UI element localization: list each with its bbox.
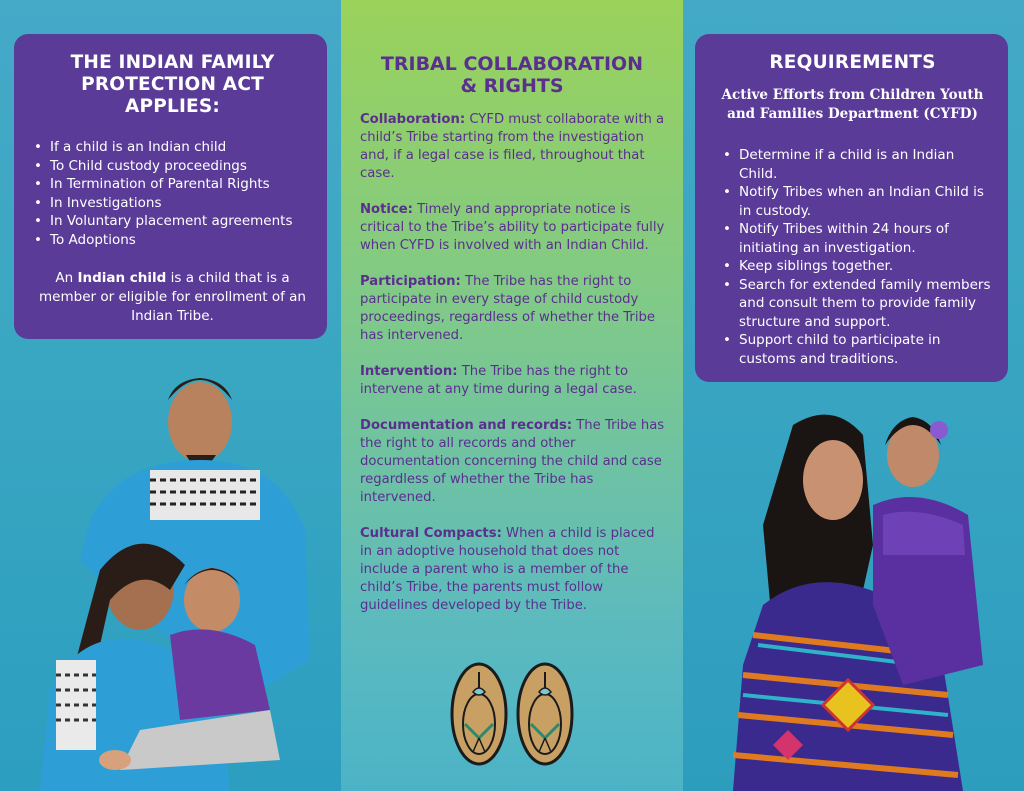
icwa-applies-box [14,34,327,339]
list-item: • Keep siblings together. [721,257,994,276]
cultural-compacts-section [360,525,666,615]
list-item: • Notify Tribes when an Indian Child is in custody. [721,183,994,220]
definition-term: Indian child [77,270,167,286]
list-item: • If a child is an Indian child [32,138,313,157]
right-panel [683,0,1024,791]
section-text: The Tribe has the right to participate in every stage of child custody proceedings, regardless of whether the Tribe has intervened. [360,274,655,343]
requirements-box [695,34,1008,382]
collaboration-section [360,111,666,183]
list-item: • Search for extended family members and consult them to provide family structure and support. [721,276,994,332]
section-label: Cultural Compacts: [360,526,502,541]
section-text: Timely and appropriate notice is critical to the Tribe’s ability to participate fully when CYFD is involved with an Indian Child. [360,202,665,253]
definition-prefix: An [55,270,78,286]
list-item: • To Child custody proceedings [32,157,313,176]
list-item: • Determine if a child is an Indian Child. [721,146,994,183]
requirements-title: REQUIREMENTS [769,52,936,73]
section-label: Notice: [360,202,413,217]
section-label: Participation: [360,274,461,289]
requirements-subtitle: Active Efforts from Children Youth and Families Department (CYFD) [721,87,984,122]
list-item: • Notify Tribes within 24 hours of initiating an investigation. [721,220,994,257]
participation-section [360,273,666,345]
section-label: Intervention: [360,364,458,379]
middle-panel [341,0,683,791]
intervention-section [360,363,666,399]
tribal-rights-sections [360,111,666,633]
section-label: Collaboration: [360,112,466,127]
moccasin-right-icon [518,664,572,764]
documentation-section [360,417,666,507]
requirements-list [711,146,994,368]
list-item: • Support child to participate in customs and traditions. [721,331,994,368]
mother-child-photo [733,405,1024,791]
moccasin-left-icon [452,664,506,764]
applies-list [32,138,313,249]
section-text: When a child is placed in an adoptive household that does not include a parent who is a member of the child’s Tribe, the parents must follow guidelines developed by the Tribe. [360,526,655,613]
list-item: • In Voluntary placement agreements [32,212,313,231]
list-item: • In Termination of Parental Rights [32,175,313,194]
left-panel [0,0,341,791]
notice-section [360,201,666,255]
section-text: The Tribe has the right to intervene at any time during a legal case. [360,364,637,397]
family-photo [20,360,320,791]
definition-text: is a child that is a member or eligible for enrollment of an Indian Tribe. [39,270,306,324]
section-text: CYFD must collaborate with a child’s Tribe starting from the investigation and, if a legal case is filed, throughout that case. [360,112,665,181]
tribal-rights-title: TRIBAL COLLABORATION & RIGHTS [380,53,644,97]
list-item: • In Investigations [32,194,313,213]
indian-child-definition [32,269,313,326]
left-box-title: THE INDIAN FAMILY PROTECTION ACT APPLIES: [70,52,275,117]
list-item: • To Adoptions [32,231,313,250]
moccasins-icon [449,662,577,770]
section-text: The Tribe has the right to all records and other documentation concerning the child and case regardless of whether the Tribe has intervened. [360,418,665,505]
section-label: Documentation and records: [360,418,573,433]
